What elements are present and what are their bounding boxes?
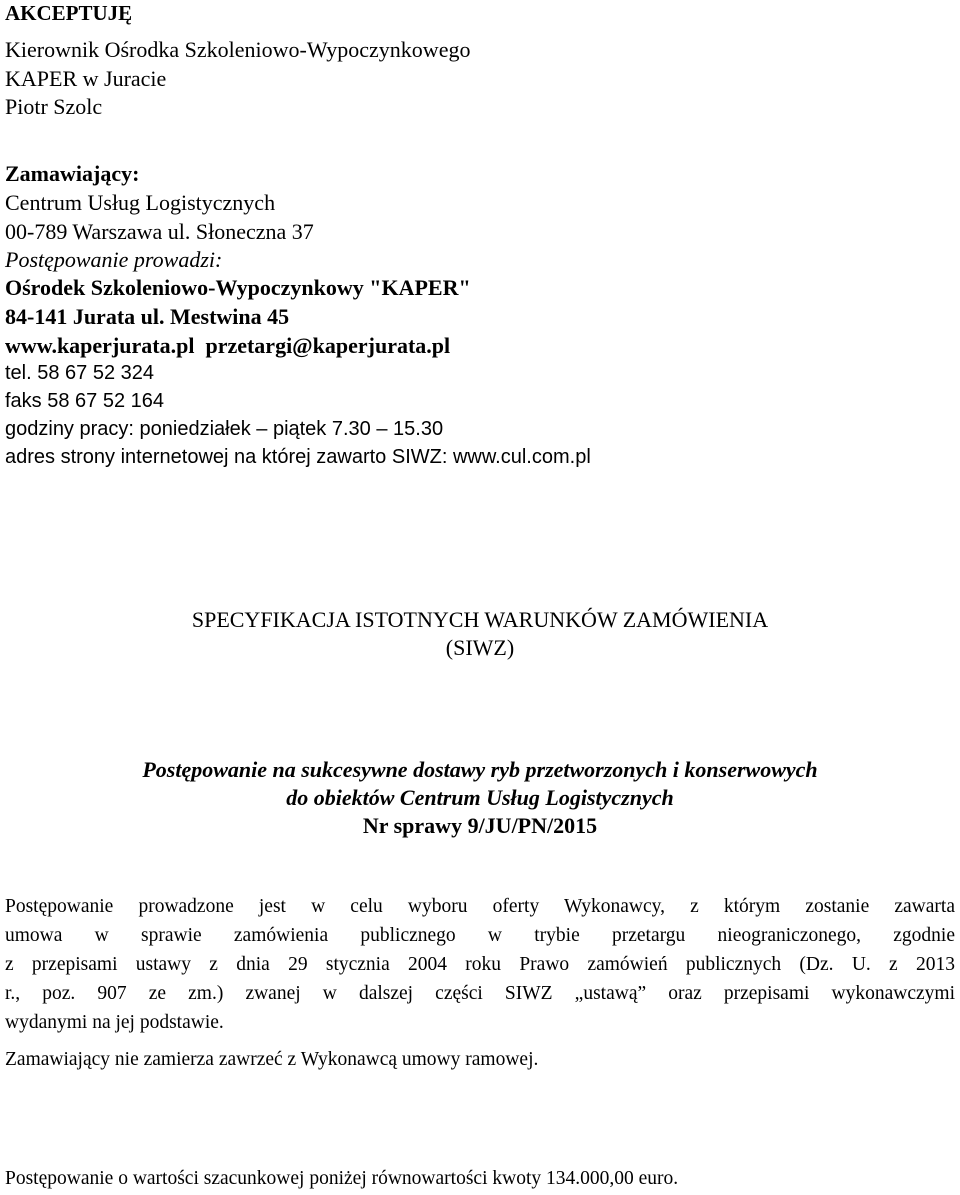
fax-number: faks 58 67 52 164 [5,390,165,412]
contact-web-email [5,332,450,359]
body-paragraph-2: Zamawiający nie zamierza zawrzeć z Wykonawcą umowy ramowej. [5,1049,539,1070]
subject-line-2: do obiektów Centrum Usług Logistycznych [286,785,674,810]
body-paragraph-3: Postępowanie o wartości szacunkowej poniżej równowartości kwoty 134.000,00 euro. [5,1168,679,1189]
working-hours: godziny pracy: poniedziałek – piątek 7.30 – 15.30 [5,418,444,440]
siwz-website: adres strony internetowej na której zawarto SIWZ: www.cul.com.pl [5,446,591,468]
approval-line-3: Piotr Szolc [5,94,103,119]
para1-line-5: wydanymi na jej podstawie. [5,1012,224,1033]
contracting-label: Zamawiający: [5,161,140,186]
document-title-abbr: (SIWZ) [445,635,515,660]
email-link[interactable]: przetargi@kaperjurata.pl [205,333,451,358]
para1-line-4: r., poz. 907 ze zm.) zwanej w dalszej części SIWZ „ustawą” oraz przepisami wykonawczymi [5,983,955,1004]
conducted-label: Postępowanie prowadzi: [5,247,223,272]
para1-line-2: umowa w sprawie zamówienia publicznego w trybie przetargu nieograniczonego, zgodnie [5,925,955,946]
phone-number: tel. 58 67 52 324 [5,362,155,384]
conductor-address: 84-141 Jurata ul. Mestwina 45 [5,304,290,329]
para1-line-1: Postępowanie prowadzone jest w celu wyboru oferty Wykonawcy, z którym zostanie zawarta [5,896,955,917]
body-paragraph-1 [5,892,955,1037]
case-number: Nr sprawy 9/JU/PN/2015 [362,813,598,838]
para1-line-3: z przepisami ustawy z dnia 29 stycznia 2004 roku Prawo zamówień publicznych (Dz. U. z 2013 [5,954,955,975]
approval-line-2: KAPER w Juracie [5,66,167,91]
contracting-address: 00-789 Warszawa ul. Słoneczna 37 [5,219,314,244]
contracting-name: Centrum Usług Logistycznych [5,190,276,215]
approval-line-1: Kierownik Ośrodka Szkoleniowo-Wypoczynkowego [5,37,471,62]
conductor-name: Ośrodek Szkoleniowo-Wypoczynkowy "KAPER" [5,275,471,300]
document-title: SPECYFIKACJA ISTOTNYCH WARUNKÓW ZAMÓWIENIA [191,607,769,632]
website-link[interactable]: www.kaperjurata.pl [5,333,195,358]
subject-line-1: Postępowanie na sukcesywne dostawy ryb przetworzonych i konserwowych [142,757,818,782]
approval-heading: AKCEPTUJĘ [5,1,133,25]
